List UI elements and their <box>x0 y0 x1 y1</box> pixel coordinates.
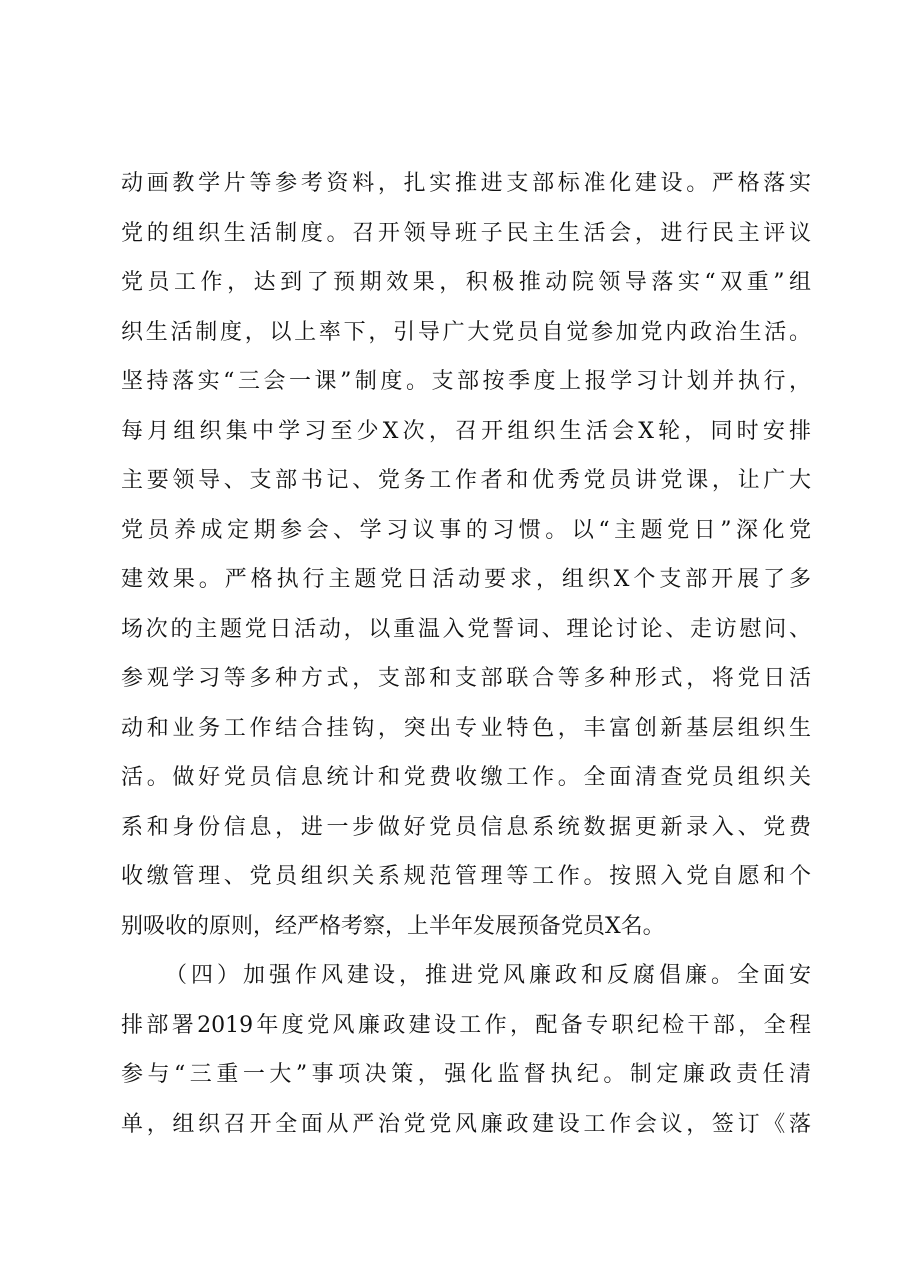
text-line: 党员养成定期参会、学习议事的习惯。以“主题党日”深化党 <box>121 517 811 543</box>
text-line: 收缴管理、党员组织关系规范管理等工作。按照入党自愿和个 <box>121 864 811 889</box>
body-text <box>121 159 811 1149</box>
text-line: 参与“三重一大”事项决策，强化监督执纪。制定廉政责任清 <box>121 1062 811 1087</box>
text-line: 系和身份信息，进一步做好党员信息系统数据更新录入、党费 <box>121 814 811 840</box>
text-line: 党员工作，达到了预期效果，积极推动院领导落实“双重”组 <box>121 270 811 295</box>
text-line: 织生活制度，以上率下，引导广大党员自觉参加党内政治生活。 <box>121 319 811 345</box>
text-line: （四）加强作风建设，推进党风廉政和反腐倡廉。全面安 <box>165 963 811 988</box>
text-line: 动画教学片等参考资料，扎实推进支部标准化建设。严格落实 <box>121 171 811 196</box>
text-line: 建效果。严格执行主题党日活动要求，组织X个支部开展了多 <box>121 567 811 592</box>
text-line: 参观学习等多种方式，支部和支部联合等多种形式，将党日活 <box>121 666 811 691</box>
text-line: 动和业务工作结合挂钩，突出专业特色，丰富创新基层组织生 <box>121 715 811 741</box>
text-line: 排部署2019年度党风廉政建设工作，配备专职纪检干部，全程 <box>121 1012 811 1038</box>
text-line: 坚持落实“三会一课”制度。支部按季度上报学习计划并执行， <box>121 369 811 394</box>
text-line: 活。做好党员信息统计和党费收缴工作。全面清查党员组织关 <box>121 765 811 790</box>
text-line: 场次的主题党日活动，以重温入党誓词、理论讨论、走访慰问、 <box>121 616 811 642</box>
text-line: 单，组织召开全面从严治党党风廉政建设工作会议，签订《落 <box>121 1111 811 1137</box>
text-line: 别吸收的原则，经严格考察，上半年发展预备党员X名。 <box>121 913 665 939</box>
text-line: 每月组织集中学习至少X次，召开组织生活会X轮，同时安排 <box>121 418 811 444</box>
text-line: 党的组织生活制度。召开领导班子民主生活会，进行民主评议 <box>121 220 811 246</box>
text-line: 主要领导、支部书记、党务工作者和优秀党员讲党课，让广大 <box>121 468 811 493</box>
